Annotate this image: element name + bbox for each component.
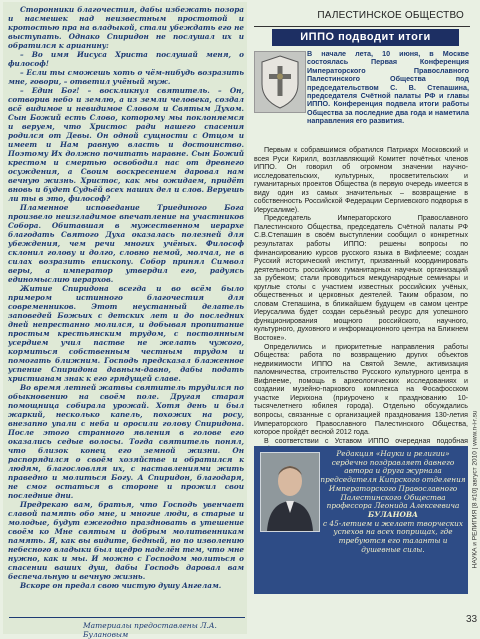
left-paragraph: Пламенное исповедание Триединого Бога произвело неизгладимое впечатление на участников Собора. Обитавшая в мужественном иерархе благодать Святого Духа оказалась полезней для убеждения, чем речи многих учёных. Философ склонил голову и долго, словно немой, молчал, не в силах возразить епископу. Собор принял Символ веры, а император утвердил его, радуясь единомыслию иерархов. [8, 203, 244, 284]
body-paragraph: Определились и приоритетные направления работы Общества: работа по возвращению других объектов недвижимости ИППО на Святой Земле, активизация паломничества, строительство Русского культурного центра в Вифлееме, помощь в археологических исследованиях и создании музейно-паркового комплекса на Фосафосском участке Иерихона (приурочено к празднованию 10-тысячелетнего юбилея города). Отдельно обсуждались вопросы, связанные с организацией празднования 130-летия Императорского Православного Палестинского Общества, которое пройдёт весной 2012 года. [254, 342, 468, 437]
body-paragraph: Первым к собравшимся обратился Патриарх Московский и всея Руси Кирилл, возглавляющий Комитет почётных членов ИППО. Он говорил об огромном значении научно-исследовательских, культурных, просветительских и гуманитарных проектов Общества (в первую очередь имеется в виду один из самых значительных – возвращение в собственность Российской Федерации Сергиевского подворья в Иерусалиме). [254, 146, 468, 214]
credit-line: Материалы предоставлены Л.А. Булановым [83, 621, 217, 639]
issue-info: НАУКА и РЕЛИГИЯ [8 #10] август 2010 | www.n-i-r.su [471, 410, 479, 569]
body-paragraph: В соответствии с Уставом ИППО очередная подобная [264, 436, 468, 445]
congratulations-box [254, 446, 468, 594]
section-title: ПАЛЕСТИНСКОЕ ОБЩЕСТВО [317, 10, 464, 21]
article-title-banner: ИППО подводит итоги [272, 29, 459, 46]
left-paragraph: – Если ты сможешь хоть о чём-нибудь возразить мне, говори, – ответил учёный муж. [8, 68, 244, 86]
left-article-text [3, 2, 247, 590]
congrats-wishes: с 45-летием и желает творческих успехов на всех поприщах, где требуются его таланты и душевные силы. [323, 518, 463, 554]
honoree-name: БУЛАНОВА [368, 509, 418, 519]
divider [9, 617, 245, 618]
portrait-photo [260, 452, 320, 532]
left-paragraph: – Во имя Иисуса Христа послушай меня, о философ! [8, 50, 244, 68]
left-article [3, 2, 247, 639]
left-paragraph: – Един Бог! – воскликнул святитель. – Он, сотворив небо и землю, а из земли человека, создал всё видимое и невидимое Словом и Святым Духом. Сын Божий есть Слово, которому мы поклоняемся и веруем, что Христос ради нашего спасения родился от Девы. Он одной сущности с Отцом и имеет и Нам равную власть и достоинство. Поэтому Их должно почитать наравне. Сын Божий крестом и смертью освободил нас от древнего осуждения, а Своим воскресением даровал нам вечную жизнь. Христос, как мы ожидаем, придёт вновь и будет Судьёй всех наших дел и слов. Веруешь ли ты в это, философ? [8, 86, 244, 203]
lead-paragraph: В начале лета, 10 июня, в Москве состоялась Первая Конференция Императорского Православного Палестинского Общества под председательством С. В. Степашина, председателя Счётной палаты РФ и главы ИППО. Конференция подвела итоги работы Общества за последние два года и наметила направления его развития. [307, 49, 469, 126]
body-paragraph: Председатель Императорского Православного Палестинского Общества, председатель Счётной палаты РФ С.В.Степашин в своём выступлении сообщил о конкретных результатах работы ИППО: решены вопросы по финансированию курсов русского языка в Вифлееме; создан Русский исторический институт, призванный координировать деятельность российских гуманитарных научных организаций за рубежом; стали проводиться международные семинары и круглые столы с участием известных российских учёных, общественных и церковных деятелей. Таким образом, по словам Степашина, в ближайшем будущем «в самом центре Иерусалима будет создан серьёзный ресурс для успешного функционирования мощного российского, научного, культурного, духовного и информационного центра на Ближнем Востоке». [254, 214, 468, 343]
congrats-intro: Редакция «Науки и религии» сердечно поздравляет давнего автора и друга журнала председателя Кипрского отделения Императорского Православного Палестинского Общества профессора Леонида Алексеевича [320, 449, 466, 511]
section-header [254, 8, 470, 27]
ippo-emblem-icon [254, 51, 306, 113]
vertical-footer [470, 410, 480, 570]
left-paragraph: Во время летней жатвы святитель трудился по обыкновению на своём поле. Другая старая помощница собирала урожай. Хотя день и был жаркий, несколько капель, похожих на росу, внезапно упали с неба и оросили голову Спиридона. После этого странного явления в голове его оказались седые волосы. Тогда святитель понял, что близок конец его земной жизни. Он распорядился о своём хозяйстве и обратился к людям, благословляя их, с наставлениями жить праведно и молиться Богу. А Спиридон, благодаря, не смог остаться в стороне и прожил свои последние дни. [8, 383, 244, 500]
left-paragraph: Предрекаю вам, братья, что Господь увенчает славой память обо мне, и многие люди, в старые и молодые, будут ежегодно праздновать в утешение своём ко Мне святым и добрым молитвенникам память. Я, как вы видите, бедный, но по изволению небесного владыки был щедро наделён тем, что мне нужно, как и мы. И можно с Господом молиться о спасении ваших душ, дабы Господь даровал вам беспечальную и вечную жизнь. [8, 500, 244, 581]
right-article [254, 0, 470, 636]
left-paragraph: Сторонники благочестия, дабы избежать позора и насмешек над неизвестным простотой и кротостью пра на владыкой, стали убеждать его не выступать. Однако Спиридон не послушал их и обратился к арианину: [8, 5, 244, 50]
congratulations-text [320, 450, 466, 554]
left-paragraph: Вскоре он предал свою чистую душу Ангелам. [20, 581, 222, 590]
article-body [254, 146, 468, 454]
left-paragraph: Житие Спиридона всегда и во всём было примером истинного благочестия для современников. Этот неустанный делатель заповедей Божьих с детских лет и до последних дней непрестанно молился, и добывая пропитание простым крестьянским трудом, с постоянным усердием учил пастве не желать чужого, кормиться собственным честным трудом и помогать ближним. Господь предсказал блаженное успение Спиридона давным-давно, дабы подать христианам знак к его грядущей славе. [8, 284, 244, 383]
page-number: 33 [466, 614, 478, 625]
